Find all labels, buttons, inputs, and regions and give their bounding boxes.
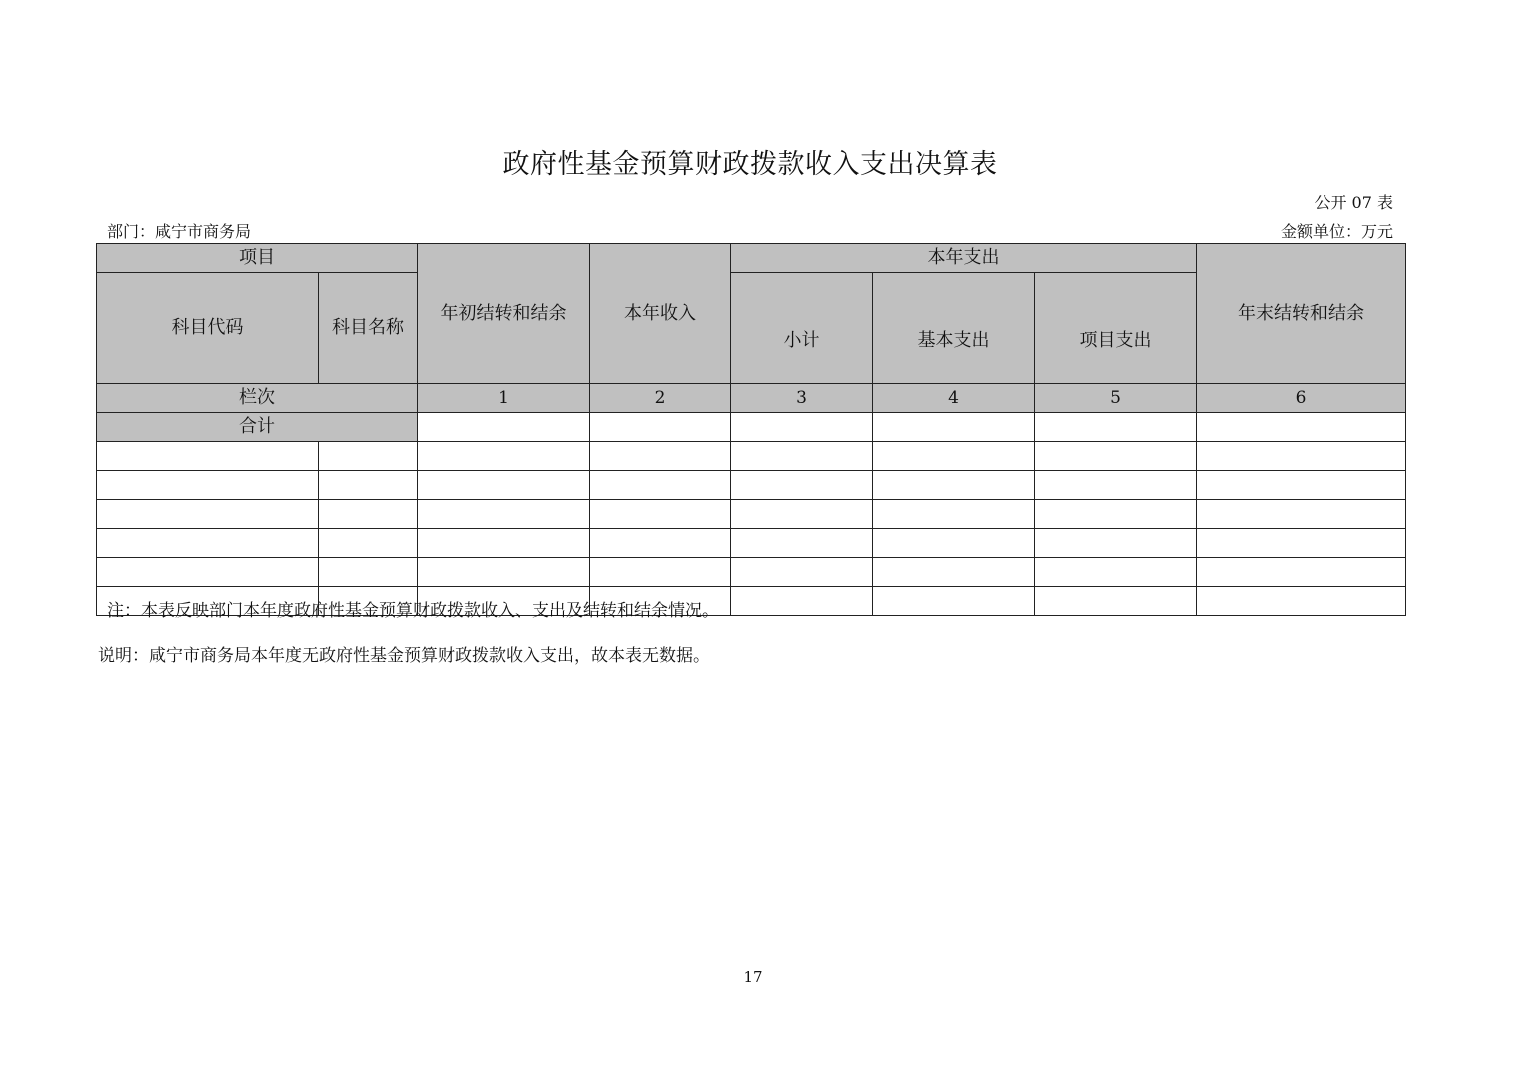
table-row xyxy=(97,500,1406,529)
header-beginning-balance: 年初结转和结余 xyxy=(418,244,590,384)
table-cell xyxy=(1035,587,1197,616)
table-cell xyxy=(590,500,731,529)
header-ending-balance: 年末结转和结余 xyxy=(1197,244,1406,384)
table-cell xyxy=(319,442,418,471)
table-cell xyxy=(873,587,1035,616)
total-cell xyxy=(1035,413,1197,442)
table-cell xyxy=(731,558,873,587)
table-cell xyxy=(418,529,590,558)
header-subtotal: 小计 xyxy=(731,273,873,384)
column-number-cell: 4 xyxy=(873,384,1035,413)
table-cell xyxy=(1197,558,1406,587)
column-number-row xyxy=(97,384,1406,413)
table-cell xyxy=(1197,500,1406,529)
table-cell xyxy=(418,558,590,587)
column-number-cell: 2 xyxy=(590,384,731,413)
table-cell xyxy=(97,471,319,500)
table-cell xyxy=(97,442,319,471)
total-row xyxy=(97,413,1406,442)
header-row-top xyxy=(97,244,1406,273)
table-cell xyxy=(97,500,319,529)
table-cell xyxy=(873,500,1035,529)
table-cell xyxy=(97,529,319,558)
table-cell xyxy=(418,500,590,529)
column-number-cell: 5 xyxy=(1035,384,1197,413)
table-cell xyxy=(319,500,418,529)
column-number-label: 栏次 xyxy=(97,384,418,413)
table-row xyxy=(97,442,1406,471)
table-cell xyxy=(1197,471,1406,500)
table-cell xyxy=(590,442,731,471)
table-cell xyxy=(418,471,590,500)
table-cell xyxy=(1035,500,1197,529)
header-current-expenditure: 本年支出 xyxy=(731,244,1197,273)
table-cell xyxy=(873,558,1035,587)
document-title: 政府性基金预算财政拨款收入支出决算表 xyxy=(502,149,998,180)
table-cell xyxy=(873,471,1035,500)
header-project-expenditure: 项目支出 xyxy=(1035,273,1197,384)
table-row xyxy=(97,529,1406,558)
table-cell xyxy=(319,529,418,558)
total-cell xyxy=(590,413,731,442)
table-cell xyxy=(873,442,1035,471)
table-cell xyxy=(1035,471,1197,500)
column-number-cell: 6 xyxy=(1197,384,1406,413)
total-cell xyxy=(731,413,873,442)
table-explanation: 说明：咸宁市商务局本年度无政府性基金预算财政拨款收入支出，故本表无数据。 xyxy=(98,646,710,666)
table-cell xyxy=(590,529,731,558)
total-label: 合计 xyxy=(97,413,418,442)
header-subject-code: 科目代码 xyxy=(97,273,319,384)
column-number-cell: 3 xyxy=(731,384,873,413)
table-cell xyxy=(731,587,873,616)
table-cell xyxy=(319,558,418,587)
table-cell xyxy=(731,471,873,500)
total-cell xyxy=(418,413,590,442)
header-project: 项目 xyxy=(97,244,418,273)
table-cell xyxy=(97,558,319,587)
page-number: 17 xyxy=(743,968,763,986)
table-row xyxy=(97,558,1406,587)
table-cell xyxy=(1035,529,1197,558)
table-cell xyxy=(1035,442,1197,471)
table-cell xyxy=(1197,587,1406,616)
table-cell xyxy=(418,442,590,471)
table-cell xyxy=(1197,529,1406,558)
table-cell xyxy=(731,529,873,558)
table-cell xyxy=(731,442,873,471)
header-basic-expenditure: 基本支出 xyxy=(873,273,1035,384)
total-cell xyxy=(873,413,1035,442)
table-cell xyxy=(590,471,731,500)
form-number: 公开 07 表 xyxy=(1314,193,1393,212)
table-note: 注：本表反映部门本年度政府性基金预算财政拨款收入、支出及结转和结余情况。 xyxy=(107,601,719,621)
table-cell xyxy=(319,471,418,500)
table-cell xyxy=(731,500,873,529)
column-number-cell: 1 xyxy=(418,384,590,413)
total-cell xyxy=(1197,413,1406,442)
department-label: 部门：咸宁市商务局 xyxy=(107,222,252,241)
header-current-income: 本年收入 xyxy=(590,244,731,384)
table-row xyxy=(97,471,1406,500)
table-cell xyxy=(1197,442,1406,471)
table-cell xyxy=(873,529,1035,558)
table-cell xyxy=(1035,558,1197,587)
table-cell xyxy=(590,558,731,587)
fund-budget-table xyxy=(96,243,1406,616)
header-subject-name: 科目名称 xyxy=(319,273,418,384)
amount-unit-label: 金额单位：万元 xyxy=(1280,222,1393,241)
